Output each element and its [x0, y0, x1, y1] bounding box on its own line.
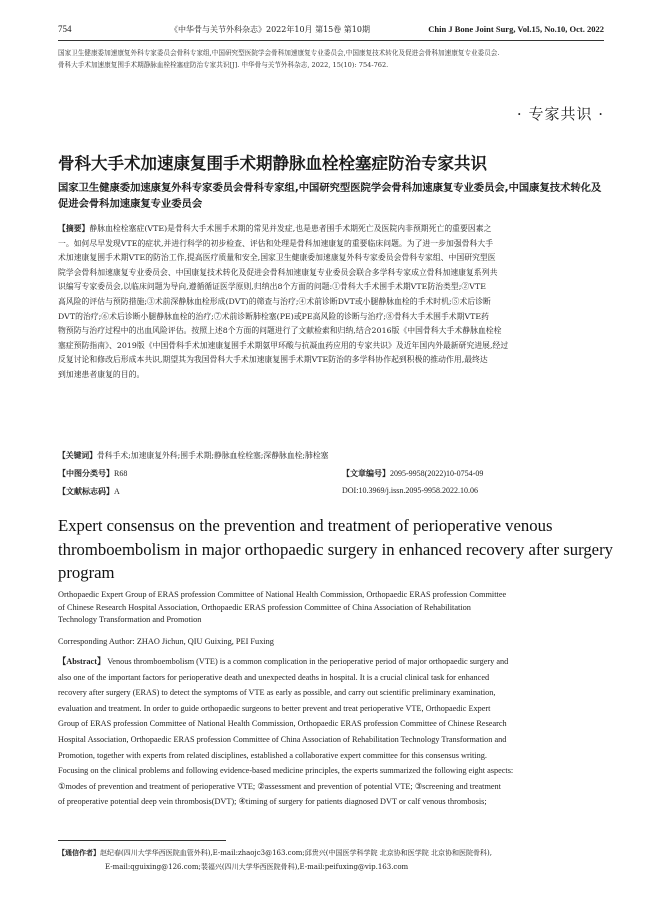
journal-title-en: Chin J Bone Joint Surg, Vol.15, No.10, Oct. 2022	[428, 24, 604, 34]
authors-en-line: Technology Transformation and Promotion	[58, 615, 202, 625]
citation-line: 骨科大手术加速康复围手术期静脉血栓栓塞症防治专家共识[J]. 中华骨与关节外科杂志, 2022, 15(10): 754-762.	[58, 61, 389, 69]
footnote-line: 赵纪春(四川大学华西医院血管外科),E-mail:zhaojc3@163.com;邱贵兴(中国医学科学院 北京协和医学院 北京协和医院骨科),	[100, 849, 492, 857]
abstract-cn-line: 高风险的评估与预防措施;③术前深静脉血栓形成(DVT)的筛查与治疗;④术前诊断DVT或小腿静脉血栓的手术时机;⑤术后诊断	[58, 296, 491, 306]
abstract-cn-line: 到加速患者康复的目的。	[58, 369, 145, 379]
abstract-cn-line: DVT的治疗;⑥术后诊断小腿静脉血栓的治疗;⑦术前诊断肺栓塞(PE)或PE高风险的诊断与治疗;⑧骨科大手术围手术期VTE药	[58, 311, 490, 321]
title-en-line: program	[58, 563, 115, 582]
abstract-en	[58, 654, 606, 810]
authors-en-line: of Chinese Research Hospital Association, Orthopaedic ERAS profession Committee of China Association of Rehabilitation	[58, 602, 471, 612]
footnote-line: E-mail:qguixing@126.com;裴福兴(四川大学华西医院骨科),E-mail:peifuxing@vip.163.com	[105, 863, 409, 871]
corresponding-author: Corresponding Author: ZHAO Jichun, QIU Guixing, PEI Fuxing	[58, 637, 274, 646]
document-code-value: A	[114, 487, 120, 496]
article-number-label: 【文章编号】	[342, 469, 390, 478]
section-tag: · 专家共识 ·	[516, 105, 604, 123]
abstract-en-line: also one of the important factors for perioperative death and unexpected deaths in hospital. It is a crucial clinical task for enhanced	[58, 672, 490, 682]
journal-title-cn: 《中华骨与关节外科杂志》2022年10月 第15卷 第10期	[170, 25, 370, 34]
page-number: 754	[58, 24, 72, 34]
article-number-value: 2095-9958(2022)10-0754-09	[390, 469, 484, 478]
abstract-en-line: Promotion, together with experts from related disciplines, established a collaborative expert committee for this consensus writing.	[58, 750, 487, 760]
authors-en	[58, 589, 606, 627]
keywords-cn	[58, 450, 604, 461]
abstract-en-line: ①modes of prevention and treatment of perioperative VTE; ②assessment and prevention of potential VTE; ③screening and treatment	[58, 781, 501, 791]
abstract-en-line: evaluation and treatment. In order to guide orthopaedic surgeons to better prevent and treat perioperative VTE, Orthopaedic Expert	[58, 703, 491, 713]
header-rule	[58, 40, 604, 41]
footnote-label: 【通信作者】	[58, 849, 100, 857]
title-en-line: Expert consensus on the prevention and treatment of perioperative venous	[58, 516, 553, 535]
document-code	[58, 486, 120, 497]
title-en-line: thromboembolism in major orthopaedic surgery in enhanced recovery after surgery	[58, 539, 613, 559]
article-title-cn: 骨科大手术加速康复围手术期静脉血栓栓塞症防治专家共识	[58, 154, 487, 173]
authors-en-line: Orthopaedic Expert Group of ERAS profession Committee of National Health Commission, Orthopaedic ERAS profession Committee	[58, 590, 507, 599]
abstract-en-line: Focusing on the clinical problems and following evidence-based medicine principles, the experts summarized the following eight aspects:	[58, 766, 514, 776]
abstract-en-label: 【Abstract】	[58, 657, 106, 666]
clc-value: R68	[114, 469, 128, 478]
doi: DOI:10.3969/j.issn.2095-9958.2022.10.06	[342, 486, 478, 495]
citation-line: 国家卫生健康委加速康复外科专家委员会骨科专家组,中国研究型医院学会骨科加速康复专业委员会,中国康复技术转化及促进会骨科加速康复专业委员会.	[58, 49, 500, 57]
authors-cn: 国家卫生健康委加速康复外科专家委员会骨科专家组,中国研究型医院学会骨科加速康复专业委员会,中国康复技术转化及促进会骨科加速康复专业委员会	[58, 182, 602, 210]
abstract-cn-line: 反复讨论和修改后形成本共识,期望其为我国骨科大手术加速康复围手术期VTE防治的多学科协作起到积极的推动作用,最终达	[58, 355, 488, 365]
abstract-en-line: of preoperative potential deep vein thrombosis(DVT); ④timing of surgery for patients diagnosed DVT or calf venous thrombosis;	[58, 797, 487, 807]
abstract-cn-line: 术加速康复围手术期VTE的防治工作,提高医疗质量和安全,国家卫生健康委加速康复外科专家委员会骨科专家组、中国研究型医	[58, 253, 496, 263]
keywords-text: 骨科手术;加速康复外科;围手术期;静脉血栓栓塞;深静脉血栓;肺栓塞	[96, 451, 329, 460]
abstract-cn-line: 静脉血栓栓塞症(VTE)是骨科大手术围手术期的常见并发症,也是患者围手术期死亡及医院内非预期死亡的重要因素之	[89, 224, 492, 233]
abstract-cn-line: 塞症预防指南》、2019版《中国骨科手术加速康复围手术期氨甲环酸与抗凝血药应用的专家共识》及近年国内外最新研究进展,经过	[58, 340, 509, 350]
abstract-en-line: recovery after surgery (ERAS) to detect the symptoms of VTE as early as possible, and carry out scientific preliminary examination,	[58, 688, 496, 698]
abstract-en-line: Group of ERAS profession Committee of National Health Commission, Orthopaedic ERAS profession Committee of Chinese Research	[58, 719, 507, 729]
footnote-corresponding	[58, 846, 618, 874]
abstract-cn-label: 【摘要】	[58, 224, 90, 233]
abstract-cn-line: 一。如何尽早发现VTE的症状,并进行科学的初步检查、评估和处理是骨科加速康复的重要临床问题。为了进一步加强骨科大手	[58, 238, 494, 248]
running-header	[58, 24, 604, 38]
keywords-label: 【关键词】	[58, 451, 97, 460]
abstract-en-line: Hospital Association, Orthopaedic ERAS profession Committee of China Association of Rehabilitation Technology Transformation and	[58, 734, 507, 744]
abstract-cn-line: 识编写专家委员会,以临床问题为导向,遵循循证医学原则,归纳出8个方面的问题:①骨科大手术围手术期VTE防治类型;②VTE	[58, 282, 486, 292]
footnote-rule	[58, 840, 226, 841]
article-number	[342, 468, 483, 479]
document-code-label: 【文献标志码】	[58, 486, 114, 496]
abstract-en-line: Venous thromboembolism (VTE) is a common complication in the perioperative period of major orthopaedic surgery and	[105, 657, 509, 666]
clc-label: 【中图分类号】	[58, 468, 114, 478]
abstract-cn	[58, 222, 604, 383]
abstract-cn-line: 物预防与治疗过程中的出血风险评估。按照上述8个方面的问题进行了文献检索和归纳,结合2016版《中国骨科大手术静脉血栓栓	[58, 326, 502, 336]
article-title-en	[58, 514, 613, 585]
abstract-cn-line: 院学会骨科加速康复专业委员会、中国康复技术转化及促进会骨科加速康复专业委员会联合多学科专家成立骨科加速康复系列共	[58, 267, 498, 277]
citation-block	[58, 47, 604, 71]
clc-number	[58, 468, 127, 479]
